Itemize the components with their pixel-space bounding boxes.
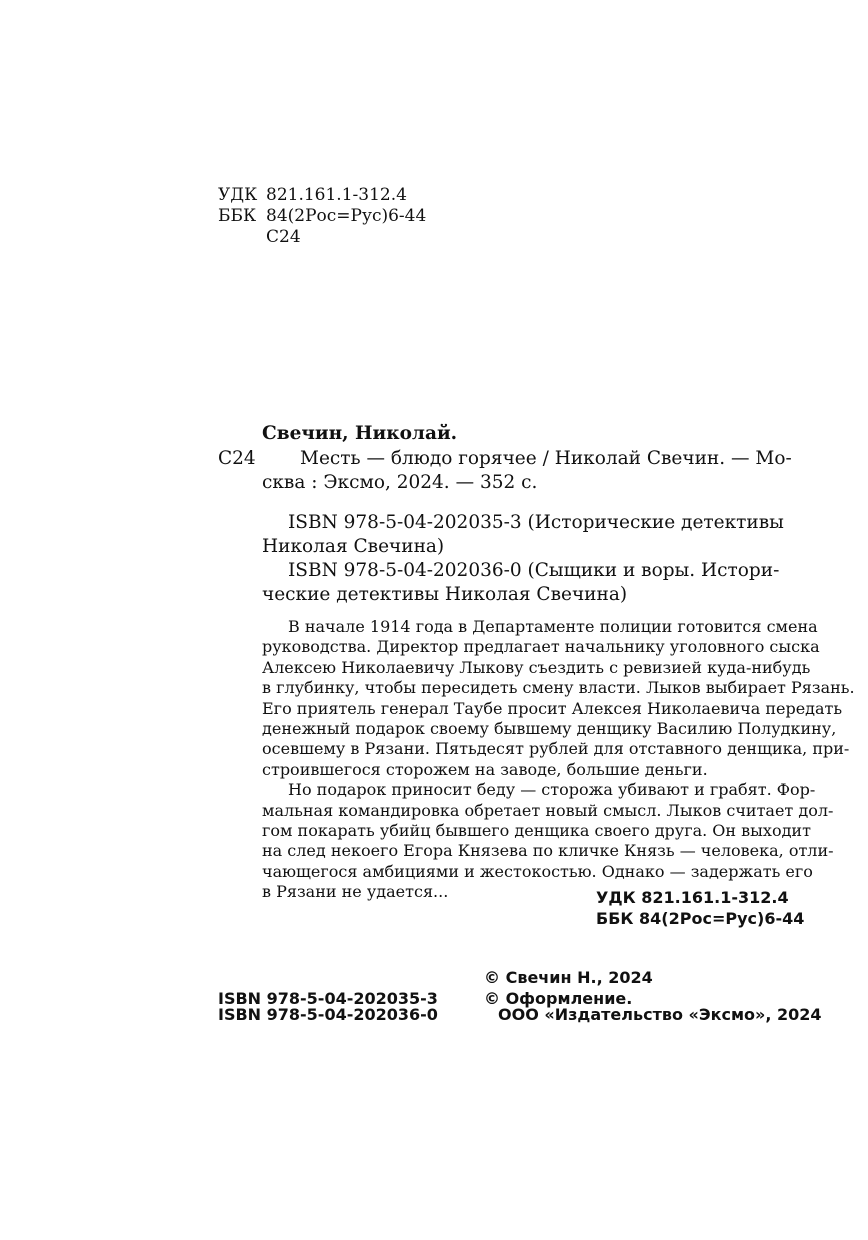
title-line-1: Месть — блюдо горячее / Николай Свечин. — Мо-: [300, 448, 792, 469]
annotation-line: чающегося амбициями и жестокостью. Однако — задержать его: [262, 861, 813, 881]
footer-bbk: ББК 84(2Рос=Рус)6-44: [596, 909, 805, 928]
isbn-1: ISBN 978-5-04-202035-3: [218, 989, 438, 1008]
bbk-value: 84(2Рос=Рус)6-44: [266, 206, 427, 226]
udk-row: [218, 185, 426, 206]
udk-label: УДК: [218, 185, 258, 205]
bbk-row: [218, 206, 426, 227]
copyright-author: © Свечин Н., 2024: [484, 968, 653, 987]
annotation-paragraph-2: [262, 780, 834, 902]
annotation-line: осевшему в Рязани. Пятьдесят рублей для отставного денщика, при-: [262, 739, 850, 759]
author-heading: Свечин, Николай.: [262, 423, 458, 444]
bbk-label: ББК: [218, 206, 257, 226]
title-line-2: сква : Эксмо, 2024. — 352 с.: [262, 472, 538, 493]
classification-block: [218, 185, 426, 248]
isbn-2: ISBN 978-5-04-202036-0: [218, 1005, 438, 1024]
annotation-line: гом покарать убийц бывшего денщика своего друга. Он выходит: [262, 821, 811, 841]
copyright-publisher: ООО «Издательство «Эксмо», 2024: [498, 1005, 822, 1024]
author-mark-row: [218, 227, 426, 248]
record-author-mark: С24: [218, 448, 256, 469]
author-mark: С24: [266, 227, 301, 247]
isbn-2-line-1: ISBN 978-5-04-202036-0 (Сыщики и воры. Истори-: [288, 560, 780, 581]
annotation-line: мальная командировка обретает новый смысл. Лыков считает дол-: [262, 800, 834, 820]
isbn-1-line-1: ISBN 978-5-04-202035-3 (Исторические детективы: [288, 512, 784, 533]
annotation-line: на след некоего Егора Князева по кличке Князь — человека, отли-: [262, 841, 834, 861]
isbn-1-line-2: Николая Свечина): [262, 536, 445, 557]
annotation-line: Алексею Николаевичу Лыкову съездить с ревизией куда-нибудь: [262, 657, 811, 677]
annotation-line: руководства. Директор предлагает начальнику уголовного сыска: [262, 637, 820, 657]
annotation-line: Его приятель генерал Таубе просит Алексея Николаевича передать: [262, 698, 843, 718]
annotation-line: в глубинку, чтобы пересидеть смену власти. Лыков выбирает Рязань.: [262, 678, 855, 698]
annotation-line: строившегося сторожем на заводе, большие деньги.: [262, 759, 708, 779]
annotation: [262, 617, 855, 903]
annotation-line: денежный подарок своему бывшему денщику Василию Полудкину,: [262, 719, 837, 739]
annotation-line: в Рязани не удается...: [262, 882, 449, 902]
annotation-line: В начале 1914 года в Департаменте полиции готовится смена: [288, 617, 818, 636]
annotation-paragraph-1: [262, 617, 855, 780]
isbn-2-line-2: ческие детективы Николая Свечина): [262, 584, 628, 605]
annotation-line: Но подарок приносит беду — сторожа убивают и грабят. Фор-: [288, 780, 816, 800]
copyright-design: © Оформление.: [484, 989, 633, 1008]
udk-value: 821.161.1-312.4: [266, 185, 407, 205]
footer-udk: УДК 821.161.1-312.4: [596, 888, 789, 907]
